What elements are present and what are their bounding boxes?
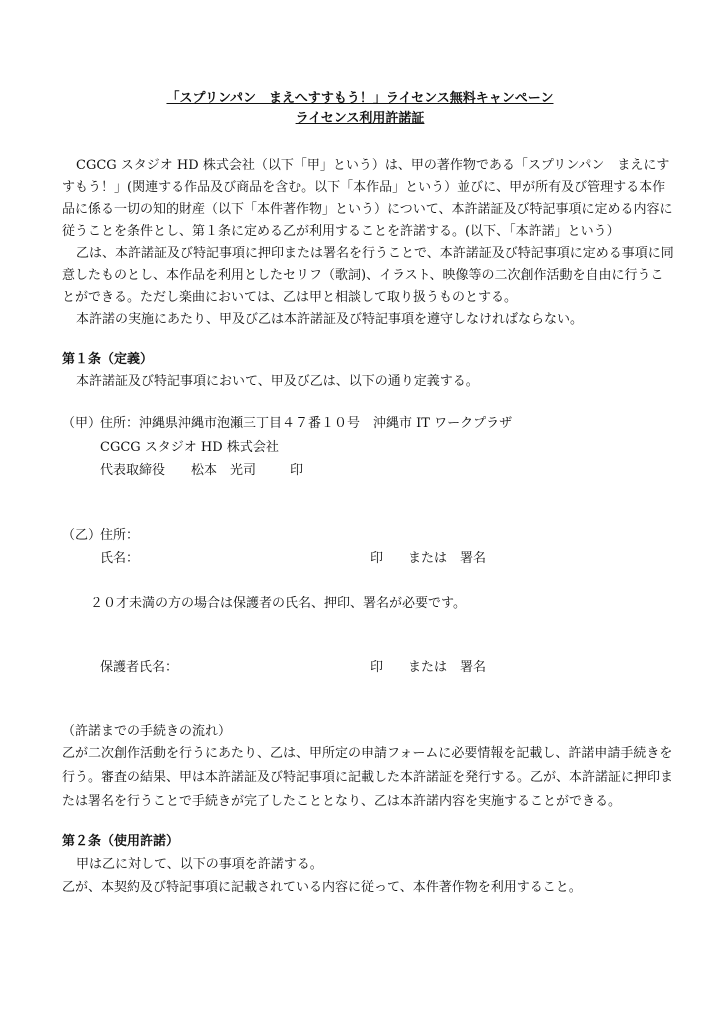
- intro-line: すもう！」(関連する作品及び商品を含む。以下「本作品」という）並びに、甲が所有及び管理する本作: [62, 180, 666, 195]
- article2-line: 乙が、本契約及び特記事項に記載されている内容に従って、本件著作物を利用すること。: [62, 880, 582, 895]
- article2-line: 甲は乙に対して、以下の事項を許諾する。: [76, 857, 323, 872]
- guardian-signature: 署名: [460, 660, 487, 675]
- party-a-seal: 印: [290, 463, 304, 478]
- guardian-or: または: [408, 660, 448, 675]
- guardian-name-label: 保護者氏名：: [100, 660, 179, 675]
- procedure-line: 行う。審査の結果、甲は本許諾証及び特記事項に記載した本許諾証を発行する。乙が、本許諾証に押印ま: [62, 770, 674, 785]
- document-subtitle: ライセンス利用許諾証: [295, 111, 425, 126]
- party-a-representative: 代表取締役 松本 光司: [100, 463, 257, 478]
- party-b-name-label: 氏名：: [100, 551, 140, 566]
- article1-lead: 本許諾証及び特記事項において、甲及び乙は、以下の通り定義する。: [76, 374, 479, 389]
- intro-line: 本許諾の実施にあたり、甲及び乙は本許諾証及び特記事項を遵守しなければならない。: [76, 312, 584, 327]
- party-b-address-label: 住所：: [100, 528, 140, 543]
- procedure-heading: （許諾までの手続きの流れ）: [62, 724, 232, 739]
- intro-line: とができる。ただし楽曲においては、乙は甲と相談して取り扱うものとする。: [62, 290, 518, 305]
- guardian-seal: 印: [370, 660, 384, 675]
- article1-heading: 第１条（定義）: [62, 352, 154, 367]
- intro-line: 従うことを条件とし、第１条に定める乙が利用することを許諾する。(以下、「本許諾」という）: [62, 224, 620, 239]
- party-b-seal: 印: [370, 551, 384, 566]
- party-b-prefix: （乙）: [62, 528, 102, 543]
- intro-line: 意したものとし、本作品を利用としたセリフ（歌詞)、イラスト、映像等の二次創作活動を自由に行うこ: [62, 268, 664, 283]
- party-a-address: 住所：沖縄県沖縄市泡瀬三丁目４７番１０号 沖縄市 IT ワークプラザ: [100, 416, 513, 431]
- minor-note: ２０才未満の方の場合は保護者の氏名、押印、署名が必要です。: [90, 596, 466, 611]
- article2-heading: 第２条（使用許諾）: [62, 834, 180, 849]
- procedure-line: 乙が二次創作活動を行うにあたり、乙は、甲所定の申請フォームに必要情報を記載し、許諾申請手続きを: [62, 746, 673, 761]
- intro-line: 乙は、本許諾証及び特記事項に押印または署名を行うことで、本許諾証及び特記事項に定める事項に同: [76, 246, 674, 261]
- party-b-or: または: [408, 551, 448, 566]
- party-a-prefix: （甲）: [62, 416, 102, 431]
- intro-line: CGCG スタジオ HD 株式会社（以下「甲」という）は、甲の著作物である「スプリンパン まえにす: [76, 158, 670, 173]
- party-a-company: CGCG スタジオ HD 株式会社: [100, 440, 279, 455]
- intro-line: 品に係る一切の知的財産（以下「本件著作物」という）について、本許諾証及び特記事項に定める内容に: [62, 202, 673, 217]
- party-b-signature: 署名: [460, 551, 487, 566]
- document-title: 「スプリンパン まえへすすもう！」ライセンス無料キャンペーン: [166, 91, 554, 106]
- procedure-line: たは署名を行うことで手続きが完了したこととなり、乙は本許諾内容を実施することができる。: [62, 794, 622, 809]
